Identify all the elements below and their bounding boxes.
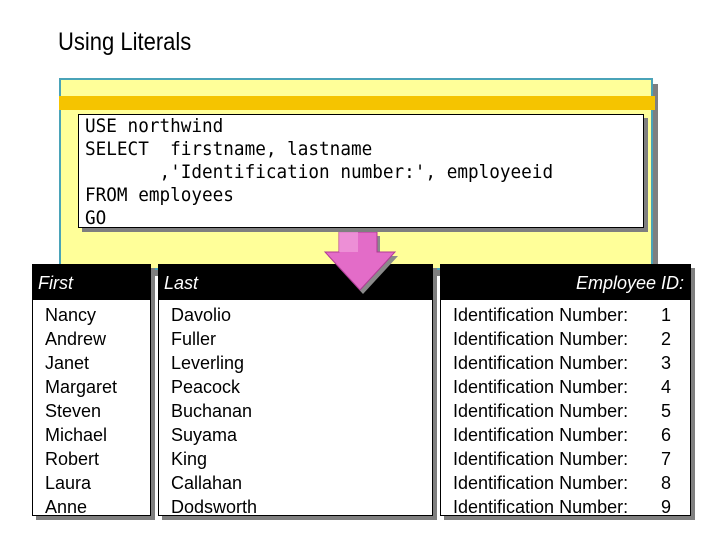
last-name-cell: Davolio <box>171 305 232 325</box>
employee-id-cell: 4 <box>661 377 672 397</box>
down-arrow-icon <box>322 232 402 296</box>
first-column <box>32 264 151 516</box>
last-name-cell: King <box>171 449 208 469</box>
employee-id-cell: 6 <box>661 425 672 445</box>
identification-label-cell: Identification Number: <box>453 497 629 517</box>
first-name-cell: Andrew <box>45 329 107 349</box>
code-box <box>78 114 644 228</box>
code-line: SELECT firstname, lastname <box>85 138 373 160</box>
code-line: USE northwind <box>85 115 224 137</box>
code-line: FROM employees <box>85 184 234 206</box>
identification-label-cell: Identification Number: <box>453 353 629 373</box>
query-panel-bar <box>59 96 655 110</box>
first-name-cell: Laura <box>45 473 92 493</box>
identification-label-cell: Identification Number: <box>453 305 629 325</box>
last-name-cell: Callahan <box>171 473 243 493</box>
identification-label-cell: Identification Number: <box>453 377 629 397</box>
first-name-cell: Margaret <box>45 377 118 397</box>
header-label: Employee ID: <box>575 273 684 293</box>
first-name-cell: Robert <box>45 449 100 469</box>
header-label: First <box>38 273 73 293</box>
last-name-cell: Fuller <box>171 329 217 349</box>
page-title: Using Literals <box>58 28 192 56</box>
identification-label-cell: Identification Number: <box>453 425 629 445</box>
employee-id-cell: 8 <box>661 473 672 493</box>
identification-label-cell: Identification Number: <box>453 401 629 421</box>
last-name-cell: Buchanan <box>171 401 253 421</box>
header-label: Last <box>164 273 199 293</box>
first-name-cell: Nancy <box>45 305 97 325</box>
first-name-cell: Steven <box>45 401 102 421</box>
column-header-first <box>33 265 150 300</box>
employee-id-cell: 9 <box>661 497 672 517</box>
last-name-cell: Dodsworth <box>171 497 258 517</box>
employee-id-cell: 5 <box>661 401 672 421</box>
identification-label-cell: Identification Number: <box>453 473 629 493</box>
first-name-cell: Janet <box>45 353 90 373</box>
employee-id-cell: 7 <box>661 449 672 469</box>
first-name-cell: Anne <box>45 497 88 517</box>
identification-label-cell: Identification Number: <box>453 329 629 349</box>
employee-id-cell: 3 <box>661 353 672 373</box>
last-name-cell: Peacock <box>171 377 241 397</box>
employee-id-column <box>440 264 691 516</box>
last-name-cell: Leverling <box>171 353 245 373</box>
last-column <box>158 264 433 516</box>
identification-label-cell: Identification Number: <box>453 449 629 469</box>
employee-id-cell: 2 <box>661 329 672 349</box>
employee-id-cell: 1 <box>661 305 672 325</box>
last-name-cell: Suyama <box>171 425 238 445</box>
code-line: GO <box>85 207 107 229</box>
code-line: ,'Identification number:', employeeid <box>85 161 554 183</box>
column-header-employee-id <box>441 265 690 300</box>
first-name-cell: Michael <box>45 425 108 445</box>
